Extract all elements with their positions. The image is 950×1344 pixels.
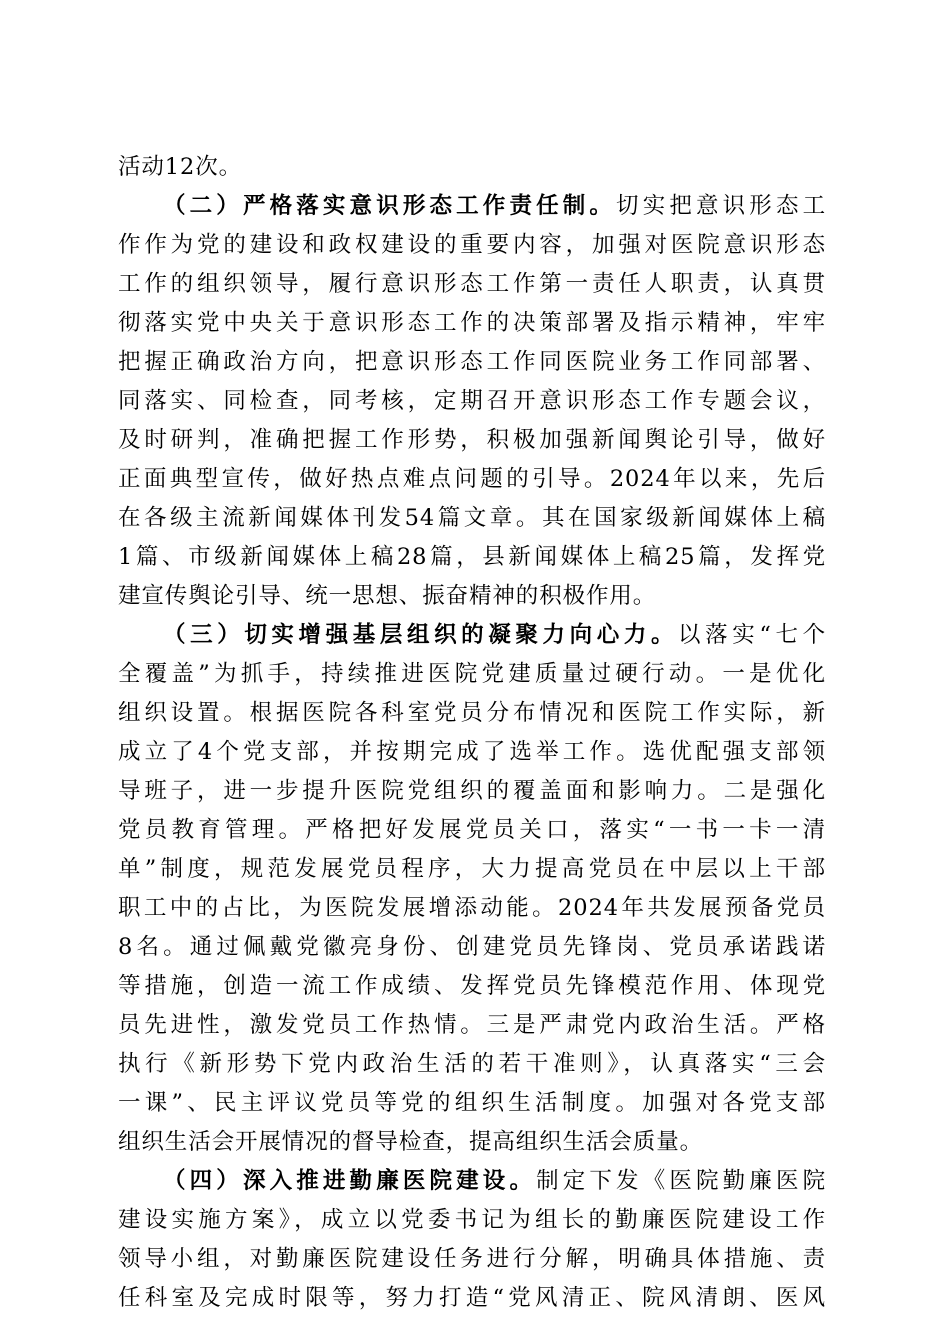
text-line: 作作为党的建设和政权建设的重要内容，加强对医院意识形态: [118, 232, 826, 258]
text-line: 领导小组，对勤廉医院建设任务进行分解，明确具体措施、责: [118, 1246, 826, 1272]
paragraph-3: [118, 1162, 826, 1318]
text-line: 单”制度，规范发展党员程序，大力提高党员在中层以上干部: [118, 856, 826, 882]
text-line: 把握正确政治方向，把意识形态工作同医院业务工作同部署、: [118, 349, 826, 375]
text-line: 组织生活会开展情况的督导检查，提高组织生活会质量。: [118, 1129, 704, 1155]
document-body: [118, 148, 826, 1318]
text-line: 同落实、同检查，同考核，定期召开意识形态工作专题会议，: [118, 388, 826, 414]
text-line: 任科室及完成时限等，努力打造“党风清正、院风清朗、医风: [118, 1285, 826, 1311]
text-line: 一课”、民主评议党员等党的组织生活制度。加强对各党支部: [118, 1090, 826, 1116]
paragraph-0: [118, 148, 826, 187]
text-line: 8名。通过佩戴党徽亮身份、创建党员先锋岗、党员承诺践诺: [118, 934, 826, 960]
text-line: 组织设置。根据医院各科室党员分布情况和医院工作实际，新: [118, 700, 826, 726]
text-line-first: [118, 1162, 826, 1201]
text-line: 及时研判，准确把握工作形势，积极加强新闻舆论引导，做好: [118, 427, 826, 453]
text-line-rest: 以落实“七个: [678, 622, 826, 648]
section-heading: （二）严格落实意识形态工作责任制。: [163, 193, 617, 219]
text-line-rest: 制定下发《医院勤廉医院: [536, 1168, 826, 1194]
text-line-first: [118, 616, 826, 655]
section-heading: （四）深入推进勤廉医院建设。: [163, 1168, 537, 1194]
text-line: 执行《新形势下党内政治生活的若干准则》，认真落实“三会: [118, 1051, 826, 1077]
text-line: 活动12次。: [118, 154, 243, 180]
text-line: 职工中的占比，为医院发展增添动能。2024年共发展预备党员: [118, 895, 826, 921]
paragraph-1: [118, 187, 826, 616]
text-line: 员先进性，激发党员工作热情。三是严肃党内政治生活。严格: [118, 1012, 826, 1038]
text-line: 建设实施方案》，成立以党委书记为组长的勤廉医院建设工作: [118, 1207, 826, 1233]
text-line: 在各级主流新闻媒体刊发54篇文章。其在国家级新闻媒体上稿: [118, 505, 826, 531]
text-line-rest: 切实把意识形态工: [616, 193, 826, 219]
text-line: 1篇、市级新闻媒体上稿28篇，县新闻媒体上稿25篇，发挥党: [118, 544, 826, 570]
text-line: 建宣传舆论引导、统一思想、振奋精神的积极作用。: [118, 583, 657, 609]
text-line: 全覆盖”为抓手，持续推进医院党建质量过硬行动。一是优化: [118, 661, 826, 687]
text-line: 党员教育管理。严格把好发展党员关口，落实“一书一卡一清: [118, 817, 826, 843]
text-line-first: [118, 187, 826, 226]
text-line: 导班子，进一步提升医院党组织的覆盖面和影响力。二是强化: [118, 778, 826, 804]
text-line: 等措施，创造一流工作成绩、发挥党员先锋模范作用、体现党: [118, 973, 826, 999]
text-line: 正面典型宣传，做好热点难点问题的引导。2024年以来，先后: [118, 466, 826, 492]
text-line: 彻落实党中央关于意识形态工作的决策部署及指示精神，牢牢: [118, 310, 826, 336]
section-heading: （三）切实增强基层组织的凝聚力向心力。: [163, 622, 679, 648]
paragraph-2: [118, 616, 826, 1162]
text-line: 成立了4个党支部，并按期完成了选举工作。选优配强支部领: [118, 739, 826, 765]
text-line: 工作的组织领导，履行意识形态工作第一责任人职责，认真贯: [118, 271, 826, 297]
